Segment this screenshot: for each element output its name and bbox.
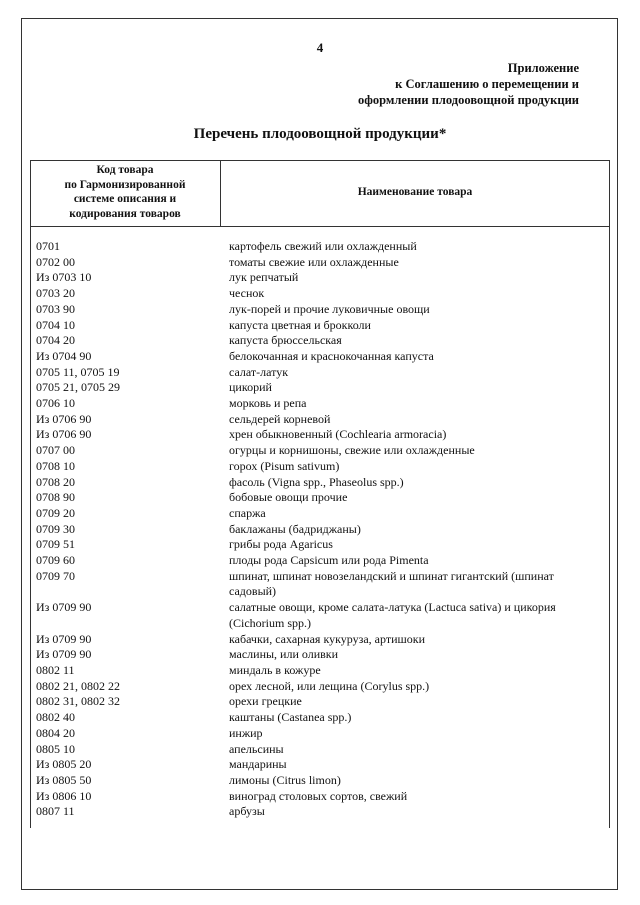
appendix-line: оформлении плодоовощной продукции — [357, 93, 579, 107]
table-row — [0, 694, 640, 710]
product-name: орех лесной, или лещина (Corylus spp.) — [229, 678, 430, 693]
product-code: 0802 31, 0802 32 — [36, 694, 120, 709]
product-name: инжир — [229, 725, 263, 740]
product-name: лук репчатый — [229, 270, 299, 285]
product-name: шпинат, шпинат новозеландский и шпинат гигантский (шпинат садовый) — [229, 568, 554, 599]
product-name: чеснок — [229, 286, 265, 301]
product-code: Из 0706 90 — [36, 411, 92, 426]
table-row — [0, 522, 640, 538]
product-name: фасоль (Vigna spp., Phaseolus spp.) — [229, 474, 404, 489]
product-name: баклажаны (бадриджаны) — [229, 521, 361, 536]
table-row — [0, 365, 640, 381]
product-code: 0708 90 — [36, 490, 75, 505]
product-name: виноград столовых сортов, свежий — [229, 788, 408, 803]
product-name: орехи грецкие — [229, 694, 302, 709]
product-name: картофель свежий или охлажденный — [229, 239, 417, 253]
table-row — [0, 632, 640, 648]
column-header-code-line: Код товара — [96, 164, 154, 176]
table-row — [0, 318, 640, 334]
product-code: 0702 00 — [36, 254, 75, 269]
product-code: Из 0806 10 — [36, 788, 92, 803]
column-header-code-line: по Гармонизированной — [64, 178, 186, 191]
product-name: арбузы — [229, 804, 265, 819]
table-header-divider — [30, 226, 610, 227]
product-code: 0709 20 — [36, 505, 75, 520]
product-code: 0703 90 — [36, 301, 75, 316]
table-row — [0, 506, 640, 522]
product-name: капуста брюссельская — [229, 333, 342, 348]
appendix-line: Приложение — [507, 61, 579, 75]
product-code: Из 0805 20 — [36, 757, 92, 772]
table-row — [0, 239, 640, 255]
product-code: Из 0805 50 — [36, 772, 92, 787]
product-code: 0802 21, 0802 22 — [36, 678, 120, 693]
product-code: 0802 11 — [36, 662, 75, 677]
column-header-code — [31, 163, 219, 221]
table-row — [0, 647, 640, 663]
product-name: бобовые овощи прочие — [229, 490, 348, 505]
product-name: огурцы и корнишоны, свежие или охлажденные — [229, 443, 475, 458]
product-name: кабачки, сахарная кукуруза, артишоки — [229, 631, 426, 646]
product-code: 0709 30 — [36, 521, 75, 536]
product-name: спаржа — [229, 505, 266, 520]
table-row — [0, 490, 640, 506]
product-code: Из 0709 90 — [36, 631, 92, 646]
table-row — [0, 569, 640, 600]
product-name: грибы рода Agaricus — [229, 537, 333, 552]
table-row — [0, 255, 640, 271]
product-code: 0704 20 — [36, 333, 75, 348]
product-code: 0701 — [36, 239, 60, 253]
product-name: маслины, или оливки — [229, 647, 339, 662]
table-row — [0, 270, 640, 286]
table-row — [0, 286, 640, 302]
product-code: 0703 20 — [36, 286, 75, 301]
table-row — [0, 804, 640, 820]
product-code: 0709 70 — [36, 568, 75, 583]
table-row — [0, 789, 640, 805]
product-code: Из 0709 90 — [36, 647, 92, 662]
column-header-name: Наименование товара — [357, 186, 473, 198]
page-number: 4 — [316, 40, 324, 55]
table-row — [0, 757, 640, 773]
product-name: белокочанная и краснокочанная капуста — [229, 348, 434, 363]
table-row — [0, 459, 640, 475]
product-name: лимоны (Citrus limon) — [229, 772, 341, 787]
table-row — [0, 412, 640, 428]
table-row — [0, 349, 640, 365]
product-code: Из 0706 90 — [36, 427, 92, 442]
product-code: 0706 10 — [36, 396, 75, 411]
product-code: 0805 10 — [36, 741, 75, 756]
product-code: 0708 10 — [36, 458, 75, 473]
table-row — [0, 663, 640, 679]
table-row — [0, 443, 640, 459]
table-row — [0, 726, 640, 742]
table-row — [0, 475, 640, 491]
appendix-line: к Соглашению о перемещении и — [395, 77, 579, 91]
product-name: лук-порей и прочие луковичные овощи — [229, 301, 430, 316]
product-code: 0804 20 — [36, 725, 75, 740]
product-code: 0709 60 — [36, 553, 75, 568]
list-title: Перечень плодоовощной продукции* — [193, 126, 447, 142]
table-row — [0, 302, 640, 318]
product-name: салатные овощи, кроме салата-латука (Lactuca sativa) и цикория (Cichorium spp.) — [229, 600, 556, 630]
product-name: салат-латук — [229, 364, 289, 379]
column-header-code-line: кодирования товаров — [69, 207, 181, 220]
table-row — [0, 396, 640, 412]
column-header-code-line: системе описания и — [73, 193, 177, 205]
product-code: 0709 51 — [36, 537, 75, 552]
product-name: томаты свежие или охлажденные — [229, 254, 399, 269]
product-code: Из 0703 10 — [36, 270, 92, 285]
product-name: морковь и репа — [229, 396, 307, 411]
table-row — [0, 679, 640, 695]
table-row — [0, 427, 640, 443]
table-row — [0, 333, 640, 349]
product-name: каштаны (Castanea spp.) — [229, 710, 352, 725]
product-name: капуста цветная и брокколи — [229, 317, 371, 332]
table-row — [0, 380, 640, 396]
table-row — [0, 537, 640, 553]
product-name: горох (Pisum sativum) — [229, 458, 340, 473]
table-row — [0, 773, 640, 789]
table-row — [0, 600, 640, 631]
product-name: апельсины — [229, 741, 284, 756]
product-name: плоды рода Capsicum или рода Pimenta — [229, 553, 429, 568]
product-name: мандарины — [229, 757, 287, 772]
product-code: 0707 00 — [36, 443, 75, 458]
product-name: миндаль в кожуре — [229, 662, 321, 677]
product-name: цикорий — [229, 380, 272, 395]
product-code: 0705 21, 0705 29 — [36, 380, 120, 395]
table-row — [0, 742, 640, 758]
product-code: 0807 11 — [36, 804, 75, 819]
product-code: 0705 11, 0705 19 — [36, 364, 120, 379]
table-row — [0, 710, 640, 726]
product-code: 0704 10 — [36, 317, 75, 332]
product-code: Из 0704 90 — [36, 348, 92, 363]
table-body — [0, 239, 640, 820]
product-code: 0708 20 — [36, 474, 75, 489]
table-row — [0, 553, 640, 569]
appendix-heading — [358, 60, 579, 108]
product-name: хрен обыкновенный (Cochlearia armoracia) — [229, 427, 447, 442]
product-code: Из 0709 90 — [36, 600, 92, 615]
product-name: сельдерей корневой — [229, 411, 331, 426]
product-code: 0802 40 — [36, 710, 75, 725]
